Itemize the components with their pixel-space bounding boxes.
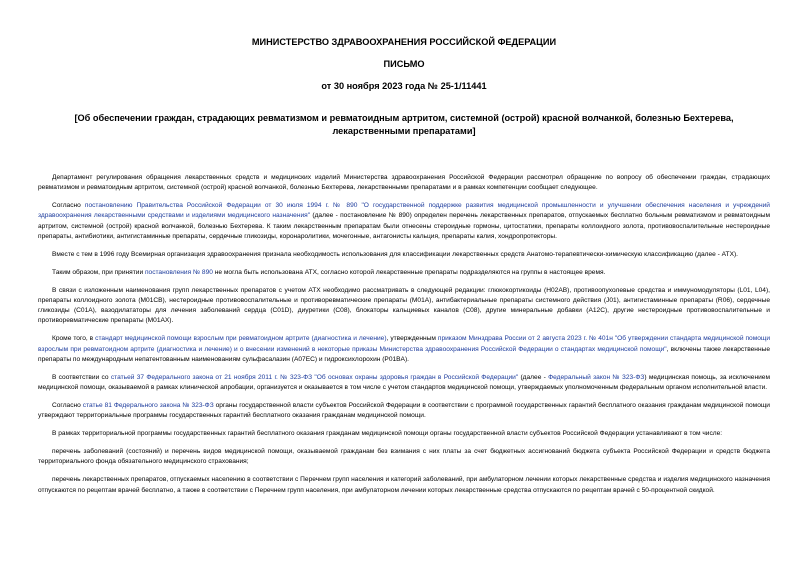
paragraph xyxy=(38,250,770,260)
paragraph-text: перечень лекарственных препаратов, отпускаемых населению в соответствии с Перечнем групп населения и категорий заболеваний, при амбулаторном лечении которых лекарственные средства и изделия медицинского назначения отпускаются по рецептам врачей бесплатно, а также в соответствии с Перечнем групп населения, при амбулаторном лечении которых лекарственные средства отпускаются по рецептам врачей с 50-процентной скидкой. xyxy=(38,476,770,494)
paragraph xyxy=(38,268,770,278)
paragraph xyxy=(38,173,770,193)
paragraph-text: Департамент регулирования обращения лекарственных средств и медицинских изделий Министерства здравоохранения Российской Федерации рассмотрел обращение по вопросу об обеспечении граждан, страдающих ревматизмом и ревматоидным артритом, системной (острой) красной волчанкой, болезнью Бехтерева, лекарственными препаратами и в рамках компетенции сообщает следующее. xyxy=(38,174,770,192)
document-body xyxy=(38,173,770,496)
paragraph-text: ) медицинская помощь, за исключением медицинской помощи, оказываемой в рамках клинической апробации, организуется и оказывается в том числе с учетом стандартов медицинской помощи, утверждаемых уполномоченным федеральным органом исполнительной власти. xyxy=(38,373,771,392)
paragraph xyxy=(38,286,770,327)
document-type: ПИСЬМО xyxy=(383,59,425,69)
paragraph-text: (далее - постановление № 890) определен перечень лекарственных препаратов, отпускаемых бесплатно больным ревматизмом и ревматоидным артритом, системной (острой) красной волчанкой, болезнью Бехтерева. К таким лекарственным препаратам были отнесены стероидные гормоны, цитостатики, препараты коллоидного золота, противовоспалительные нестероидные препараты, антибиотики, антигистаминные препараты, сердечные гликозиды, коронаролитики, мочегонные, антагонисты кальция, препараты калия, хондропротекторы. xyxy=(38,212,770,240)
document-link[interactable]: постановлению Правительства Российской Федерации от 30 июля 1994 г. № 890 "О государственной поддержке развития медицинской промышленности и улучшении обеспечения населения и учреждений здравоохранения лекарственными средствами и изделиями медицинского назначения" xyxy=(38,202,770,220)
paragraph xyxy=(38,373,770,393)
paragraph-text: Согласно xyxy=(52,202,85,210)
ministry-heading: МИНИСТЕРСТВО ЗДРАВООХРАНЕНИЯ РОССИЙСКОЙ ФЕДЕРАЦИИ xyxy=(251,37,557,47)
document-link[interactable]: постановления № 890 xyxy=(144,268,213,276)
paragraph-text: (далее - xyxy=(518,373,549,381)
paragraph-text: В связи с изложенным наименования групп лекарственных препаратов с учетом АТХ необходимо рассматривать в следующей редакции: глюкокортикоиды (H02AB), противоопухолевые средства и иммуномодуляторы (L01, L04), препараты коллоидного золота (M01CB), нестероидные противовоспалительные и противоревматические препараты (M01A), антибактериальные препараты системного действия (J01), антигистаминные препараты (R06), сердечные гликозиды (C01A), вазодилататоры для лечения заболеваний сердца (C01D), диуретики (C08), блокаторы кальциевых каналов (C08), другие минеральные добавки (A12C), другие нестероидные противовоспалительные и противоревматические препараты (M01AX). xyxy=(38,286,770,325)
paragraph-text: Кроме того, в xyxy=(52,335,96,343)
paragraph xyxy=(38,475,770,495)
document-link[interactable]: приказом Минздрава России от 2 августа 2023 г. № 401н "Об утверждении стандарта медицинской помощи взрослым при ревматоидном артрите (диагностика и лечение) и о внесении изменений в некоторые приказы Министерства здравоохранения Российской Федерации о стандартах медицинской помощи" xyxy=(38,335,771,353)
paragraph-text: Таким образом, при принятии xyxy=(52,268,145,276)
paragraph-text: В рамках территориальной программы государственных гарантий бесплатного оказания гражданам медицинской помощи органы государственной власти субъектов Российской Федерации устанавливают в том числе: xyxy=(52,430,723,438)
document-title: [Об обеспечении граждан, страдающих ревматизмом и ревматоидным артритом, системной (острой) красной волчанкой, болезнью Бехтерева, лекарственными препаратами] xyxy=(74,113,734,136)
paragraph-text: Вместе с тем в 1996 году Всемирная организация здравоохранения признала необходимость использования для классификации лекарственных средств Анатомо-терапевтически-химическую классификацию (далее - АТХ). xyxy=(52,250,739,258)
paragraph xyxy=(38,401,770,421)
paragraph xyxy=(38,201,770,242)
paragraph-text: В соответствии со xyxy=(52,373,111,381)
document-link[interactable]: статьей 37 Федерального закона от 21 ноября 2011 г. № 323-ФЗ "Об основах охраны здоровья граждан в Российской Федерации" xyxy=(110,373,519,381)
paragraph-text: не могла быть использована АТХ, согласно которой лекарственные препараты подразделяются на группы в настоящее время. xyxy=(212,268,606,276)
paragraph-text: перечень заболеваний (состояний) и перечень видов медицинской помощи, оказываемой гражданам без взимания с них платы за счет бюджетных ассигнований бюджета субъекта Российской Федерации и средств бюджета территориального фонда обязательного медицинского страхования; xyxy=(38,448,770,466)
paragraph xyxy=(38,429,770,439)
document-link[interactable]: статье 81 Федерального закона № 323-ФЗ xyxy=(82,402,214,410)
paragraph xyxy=(38,334,770,365)
paragraph-text: Согласно xyxy=(52,402,83,410)
document-date-number: от 30 ноября 2023 года № 25-1/11441 xyxy=(321,81,487,91)
paragraph-text: , включены также лекарственные препараты по международным непатентованным наименованиям сульфасалазин (A07EC) и гидроксихлорохин (P01BA). xyxy=(38,345,771,363)
document-link[interactable]: Федеральный закон № 323-ФЗ xyxy=(548,373,645,381)
paragraph-text: , утвержденным xyxy=(386,335,438,343)
paragraph xyxy=(38,447,770,467)
document-link[interactable]: стандарт медицинской помощи взрослым при ревматоидном артрите (диагностика и лечение) xyxy=(95,335,387,343)
paragraph-text: органы государственной власти субъектов Российской Федерации в соответствии с программой государственных гарантий бесплатного оказания гражданам медицинской помощи утверждают территориальные программы государственных гарантий бесплатного оказания гражданам медицинской помощи. xyxy=(38,402,770,420)
